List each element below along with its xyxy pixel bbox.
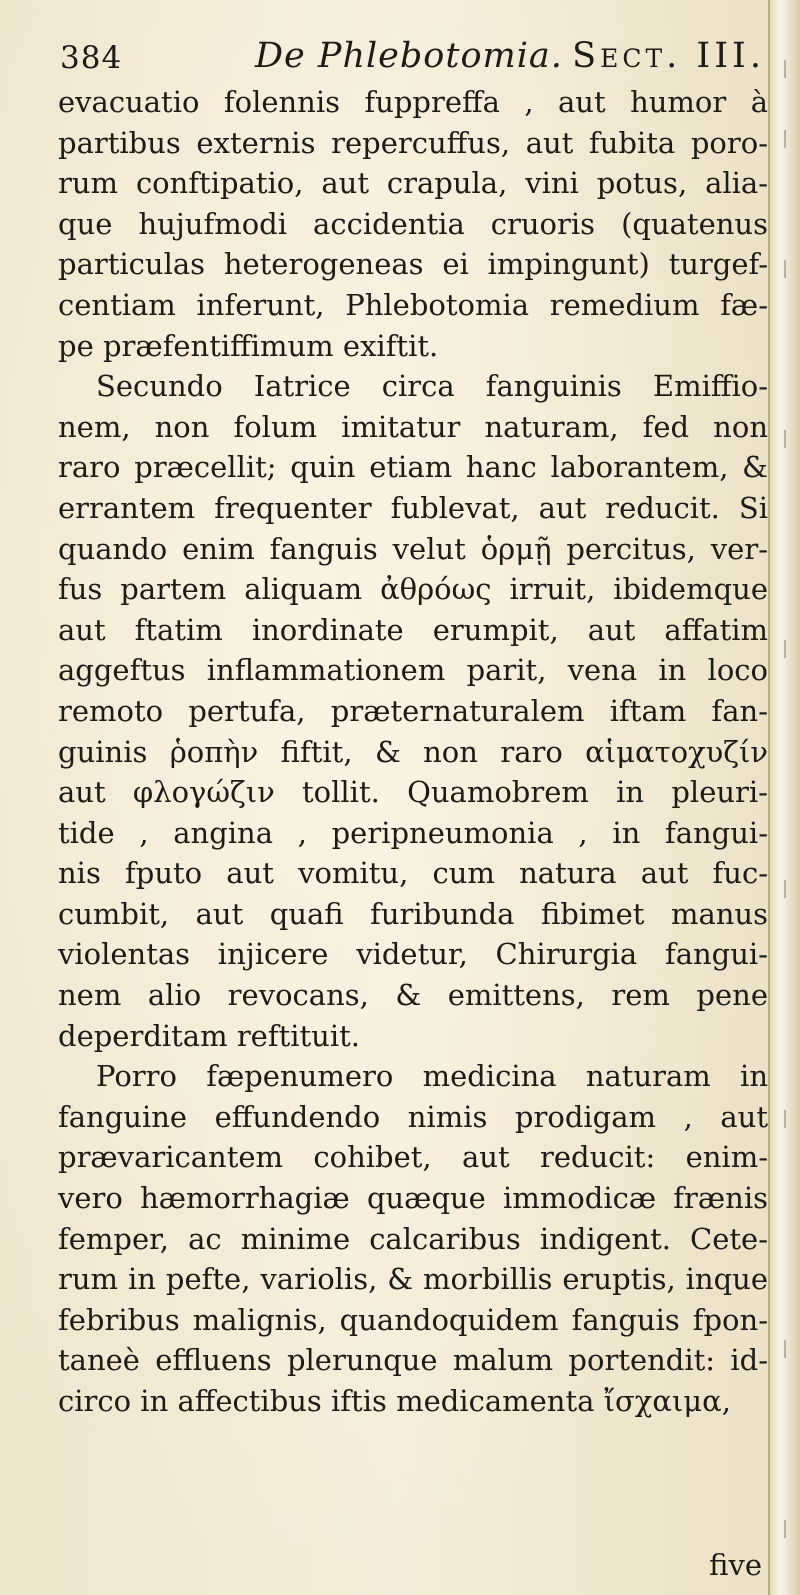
text-line: febribus malignis, quandoquidem fanguis fpon- [58, 1302, 768, 1337]
edge-mark [784, 880, 792, 898]
page-number: 384 [60, 40, 123, 76]
text-line: quando enim fanguis velut ὁρμῇ percitus, ver- [58, 531, 768, 566]
text-line: femper, ac minime calcaribus indigent. Cete- [58, 1221, 768, 1256]
body-text [58, 82, 768, 1422]
text-line: particulas heterogeneas ei impingunt) turgef- [58, 247, 768, 282]
text-line: deperditam reftituit. [58, 1018, 360, 1053]
catchword: five [709, 1548, 762, 1582]
text-line: tide , angina , peripneumonia , in fangui- [58, 815, 768, 850]
page-edge [768, 0, 800, 1595]
text-line: taneè effluens plerunque malum portendit: id- [58, 1343, 768, 1378]
running-head [60, 36, 765, 86]
text-line: fanguine effundendo nimis prodigam , aut [58, 1099, 768, 1134]
text-line: fus partem aliquam ἀθρόως irruit, ibidemque [58, 572, 768, 607]
text-line: circo in affectibus iftis medicamenta ἴσχαιμα, [58, 1384, 731, 1418]
text-line: evacuatio folennis fuppreffa , aut humor à [58, 85, 768, 119]
text-line: guinis ῥοπὴν fiftit, & non raro αἱματοχυζίν [58, 734, 768, 769]
section-label: Sect. III. [572, 36, 765, 76]
text-line: nem, non folum imitatur naturam, fed non [58, 409, 768, 444]
text-line: rum in pefte, variolis, & morbillis eruptis, inque [58, 1262, 768, 1297]
running-title: De Phlebotomia. [255, 36, 563, 76]
text-line: aut ftatim inordinate erumpit, aut affatim [58, 612, 768, 647]
edge-mark [784, 130, 792, 148]
text-line: violentas injicere videtur, Chirurgia fangui- [58, 937, 768, 972]
text-line: raro præcellit; quin etiam hanc laborantem, & [58, 450, 768, 485]
text-line: nis fputo aut vomitu, cum natura aut fuc- [58, 856, 768, 891]
text-line: Secundo Iatrice circa fanguinis Emiffio- [96, 369, 768, 404]
text-line: rum conftipatio, aut crapula, vini potus, alia- [58, 166, 768, 201]
text-line: aggeftus inflammationem parit, vena in loco [58, 653, 768, 688]
text-line: que hujufmodi accidentia cruoris (quatenus [58, 206, 768, 241]
text-line: vero hæmorrhagiæ quæque immodicæ frænis [58, 1181, 768, 1216]
edge-mark [784, 430, 792, 448]
edge-mark [784, 1110, 792, 1128]
edge-mark [784, 260, 792, 278]
edge-mark [784, 640, 792, 658]
edge-mark [784, 1340, 792, 1358]
text-line: prævaricantem cohibet, aut reducit: enim- [58, 1140, 768, 1175]
text-line: pe præfentiffimum exiftit. [58, 328, 439, 363]
text-line: Porro fæpenumero medicina naturam in [96, 1059, 768, 1094]
text-line: partibus externis repercuffus, aut fubita poro- [58, 125, 768, 160]
text-line: centiam inferunt, Phlebotomia remedium fæ- [58, 287, 768, 322]
text-line: errantem frequenter fublevat, aut reducit. Si [58, 490, 768, 525]
edge-mark [784, 1520, 792, 1538]
text-line: cumbit, aut quafi furibunda fibimet manus [58, 896, 768, 931]
edge-mark [784, 60, 792, 78]
text-line: remoto pertufa, præternaturalem iftam fan- [58, 693, 768, 728]
text-line: aut φλογώζιν tollit. Quamobrem in pleuri- [58, 775, 768, 810]
text-line: nem alio revocans, & emittens, rem pene [58, 978, 768, 1013]
